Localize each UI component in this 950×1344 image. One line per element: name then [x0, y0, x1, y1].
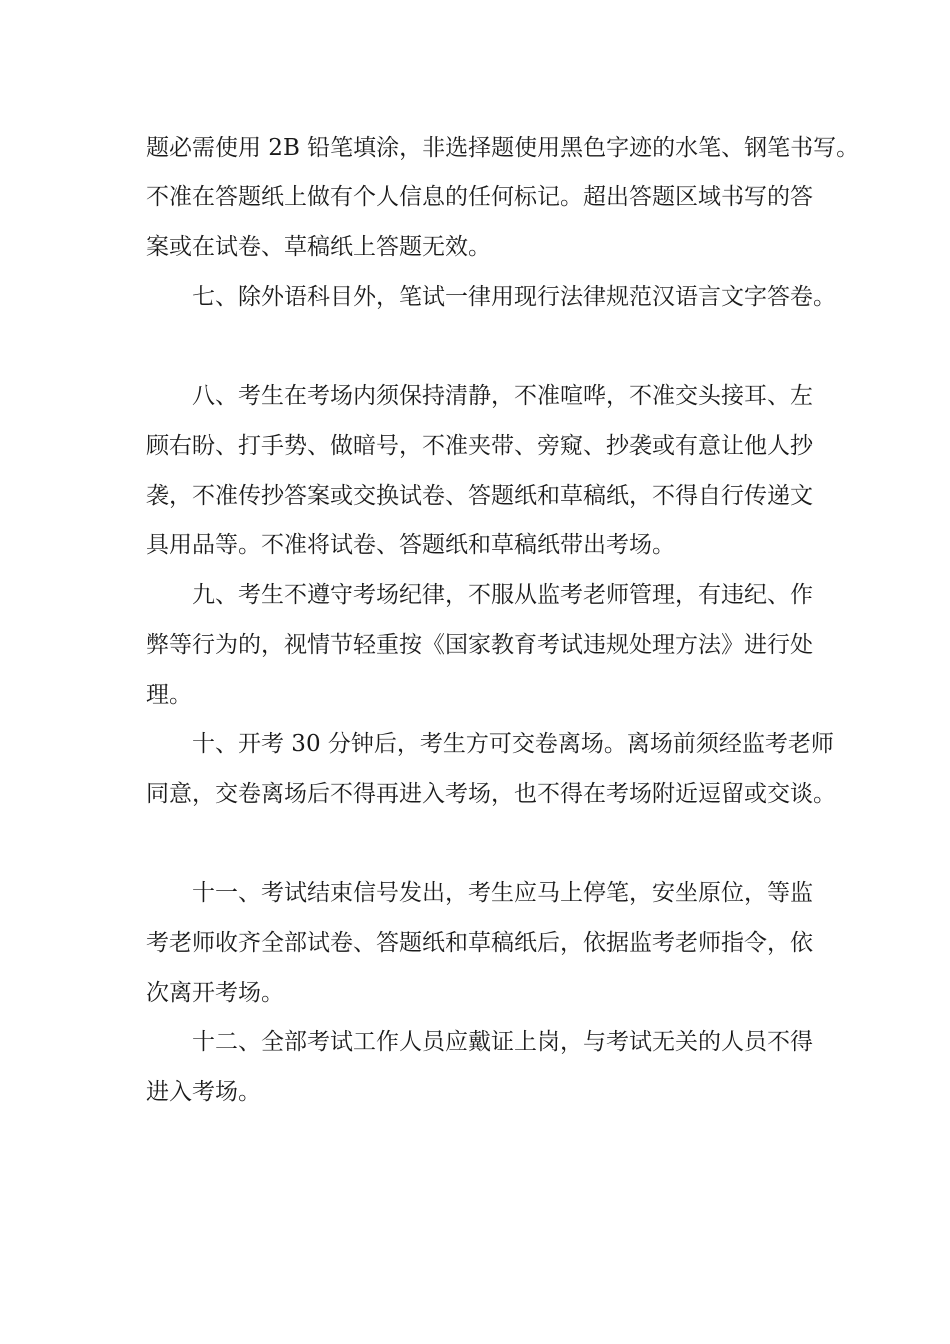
- rule-7-line-1: 七、除外语科目外，笔试一律用现行法律规范汉语言文字答卷。: [192, 284, 836, 310]
- rule-8-line-4: 具用品等。不准将试卷、答题纸和草稿纸带出考场。: [146, 532, 675, 558]
- rule-10-line-2: 同意，交卷离场后不得再进入考场，也不得在考场附近逗留或交谈。: [146, 781, 836, 807]
- rule-11-line-3: 次离开考场。: [146, 980, 284, 1006]
- rule-10-line-1: 十、开考 30 分钟后，考生方可交卷离场。离场前须经监考老师: [192, 731, 834, 757]
- rule-12-line-1: 十二、全部考试工作人员应戴证上岗，与考试无关的人员不得: [192, 1029, 813, 1055]
- rule-8-line-2: 顾右盼、打手势、做暗号，不准夹带、旁窥、抄袭或有意让他人抄: [146, 433, 813, 459]
- rule-8-line-1: 八、考生在考场内须保持清静，不准喧哗，不准交头接耳、左: [192, 383, 813, 409]
- rule-6-continuation-line-3: 案或在试卷、草稿纸上答题无效。: [146, 234, 491, 260]
- rule-11-line-1: 十一、考试结束信号发出，考生应马上停笔，安坐原位，等监: [192, 880, 813, 906]
- rule-9-line-2: 弊等行为的，视情节轻重按《国家教育考试违规处理方法》进行处: [146, 632, 813, 658]
- rule-6-continuation-line-2: 不准在答题纸上做有个人信息的任何标记。超出答题区域书写的答: [146, 184, 813, 210]
- rule-9-line-3: 理。: [146, 682, 192, 708]
- rule-11-line-2: 考老师收齐全部试卷、答题纸和草稿纸后，依据监考老师指令，依: [146, 930, 813, 956]
- rule-12-line-2: 进入考场。: [146, 1079, 261, 1105]
- rule-9-line-1: 九、考生不遵守考场纪律，不服从监考老师管理，有违纪、作: [192, 582, 813, 608]
- rule-6-continuation-line-1: 题必需使用 2B 铅笔填涂，非选择题使用黑色字迹的水笔、钢笔书写。: [146, 135, 860, 161]
- rule-8-line-3: 袭，不准传抄答案或交换试卷、答题纸和草稿纸，不得自行传递文: [146, 483, 813, 509]
